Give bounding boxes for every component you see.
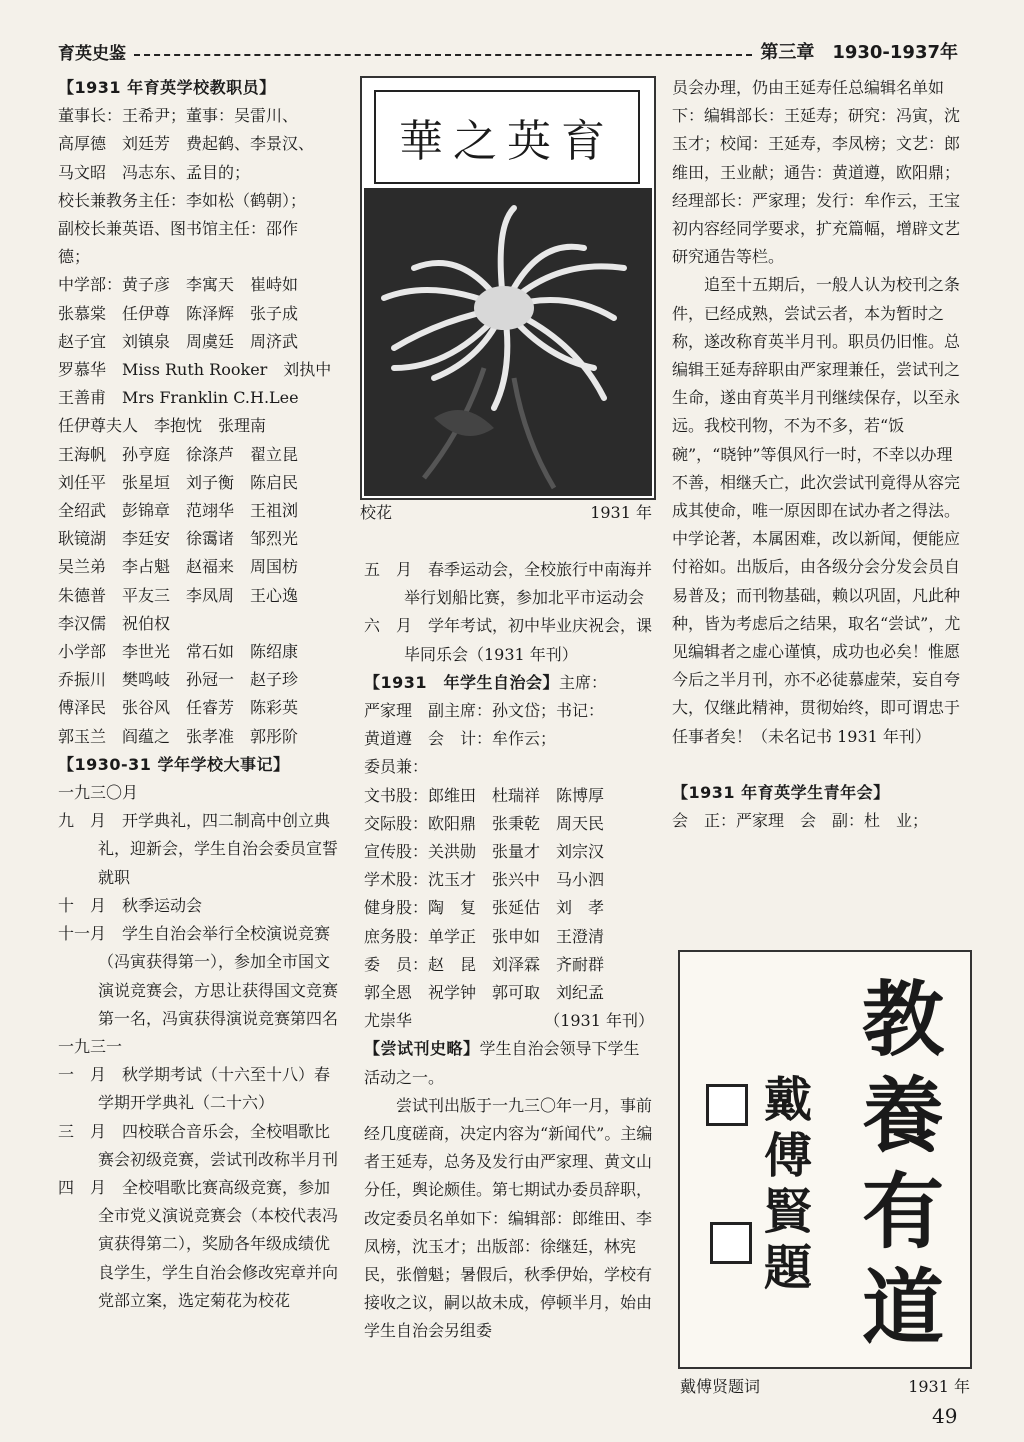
running-header xyxy=(58,38,958,64)
caption-year: 1931 年 xyxy=(908,1377,970,1396)
history-paragraph-2: 追至十五期后，一般人认为校刊之条件，已经成熟，尝试云者，本为暂时之称，遂改称育英半月刊。职员仍旧惟。总编辑王延寿辞职由严家理兼任，尝试刊之生命，遂由育英半月刊继续保存，以至永远。我校刊物，不为不多，若“饭碗”，“晓钟”等俱风行一时，不幸以办理不善，相继夭亡，此次尝试刊竟得从容完成其使命，唯一原因即在试办者之得法。中学论著，本属困难，改以新闻，便能应付裕如。出版后，由各级分会分发会员自易普及；而刊物基础，赖以巩固，凡此种种，皆为考虑后之结果，取名“尝试”，尤见编辑者之虚心谨慎，成功也必矣！惟愿今后之半月刊，亦不必徒慕虚荣，妄自夸大，仅继此精神，贯彻始终，即可谓忠于任事者矣！（未名记书 1931 年刊） xyxy=(672,275,961,746)
staff-line: 董事长：王希尹；董事：吴雷川、 xyxy=(58,106,299,126)
staff-list xyxy=(58,102,338,751)
column-middle xyxy=(364,556,654,1346)
council-line: 学术股：沈玉才 张兴中 马小泗 xyxy=(364,870,605,890)
header-rule xyxy=(134,46,752,56)
spacer xyxy=(672,751,962,779)
council-line: 委员兼： xyxy=(364,757,429,777)
event-entry: 五 月 春季运动会，全校旅行中南海并举行划船比赛，参加北平市运动会 xyxy=(364,560,653,608)
staff-line: 全绍武 彭锦章 范翊华 王祖浏 xyxy=(58,501,299,521)
sign-text: 華之英育 xyxy=(399,116,615,167)
seal-stamp-icon xyxy=(710,1222,752,1264)
chapter-title: 第三章 1930-1937年 xyxy=(760,42,958,63)
staff-line: 王善甫 Mrs Franklin C.H.Lee xyxy=(58,388,299,408)
council-line: 健身股：陶 复 张延估 刘 孝 xyxy=(364,898,605,918)
photo-sign xyxy=(374,90,640,184)
calligraphy-signature: 戴傅賢題 xyxy=(763,1072,812,1296)
event-entry: 十 月 秋季运动会 xyxy=(58,895,203,915)
event-entry: 六 月 学年考试，初中毕业庆祝会，课毕同乐会（1931 年刊） xyxy=(364,616,653,664)
school-flower-photo xyxy=(360,76,656,500)
council-line: 黄道遵 会 计：牟作云； xyxy=(364,729,557,749)
page-number: 49 xyxy=(932,1404,958,1428)
event-entry: 九 月 开学典礼，四二制高中创立典礼，迎新会，学生自治会委员宣誓就职 xyxy=(58,811,339,887)
staff-line: 赵子宜 刘镇泉 周虞廷 周济武 xyxy=(58,331,299,351)
history-paragraph-cont: 员会办理，仍由王延寿任总编辑名单如下：编辑部长：王延寿；研究：冯寅，沈玉才；校闻：王延寿，李凤榜；文艺：郎维田，王业献；通告：黄道遵，欧阳鼎；经理部长：严家理；发行：牟作云，王宝初内容经同学要求，扩充篇幅，增辟文艺研究通告等栏。 xyxy=(672,78,961,267)
staff-line: 耿镜湖 李廷安 徐霭诸 邹烈光 xyxy=(58,529,299,549)
staff-line: 李汉儒 祝伯权 xyxy=(58,613,171,633)
section-heading-events: 【1930-31 学年学校大事记】 xyxy=(58,754,290,774)
section-heading-youth: 【1931 年育英学生青年会】 xyxy=(672,782,890,802)
staff-line: 任伊尊夫人 李抱忱 张理南 xyxy=(58,416,267,436)
section-heading-council: 【1931 年学生自治会】 xyxy=(364,672,560,692)
staff-line: 德； xyxy=(58,247,91,267)
chrysanthemum-image xyxy=(364,188,652,496)
seal-stamp-icon xyxy=(706,1084,748,1126)
events-list xyxy=(58,1061,338,1315)
section-heading-history: 【尝试刊史略】 xyxy=(364,1039,480,1059)
council-last-line: 尤崇华 （1931 年刊） xyxy=(364,1011,654,1031)
photo-caption xyxy=(360,500,652,523)
council-intro: 【1931 年学生自治会】主席： xyxy=(364,672,608,692)
staff-line: 刘任平 张星垣 刘子衡 陈启民 xyxy=(58,472,299,492)
staff-line: 王海帆 孙亨庭 徐涤芦 翟立昆 xyxy=(58,444,299,464)
column-right xyxy=(672,74,962,835)
calligraphy-main: 教養有道 xyxy=(861,972,944,1356)
history-intro: 【尝试刊史略】学生自治会领导下学生活动之一。 xyxy=(364,1039,640,1087)
staff-line: 副校长兼英语、图书馆主任：邵作 xyxy=(58,219,299,239)
council-list xyxy=(364,697,654,1007)
year-label: 一九三〇月 xyxy=(58,783,139,803)
staff-line: 中学部：黄子彦 李寓天 崔峙如 xyxy=(58,275,299,295)
council-line: 文书股：郎维田 杜瑞祥 陈博厚 xyxy=(364,785,605,805)
event-entry: 十一月 学生自治会举行全校演说竞赛（冯寅获得第一），参加全市国文演说竞赛会，方思让获得国文竞赛第一名，冯寅获得演说竞赛第四名 xyxy=(58,924,339,1028)
history-paragraph: 尝试刊出版于一九三〇年一月，事前经几度磋商，决定内容为“新闻代”。主编者王延寿，总务及发行由严家理、黄文山分任，舆论颇佳。第七期试办委员辞职，改定委员名单如下：编辑部：郎维田、李凤榜，沈玉才；出版部：徐继廷，林宪民，张僧魁；暑假后，秋季伊始，学校有接收之议，嗣以故未成，停顿半月，始由学生自治会另组委 xyxy=(364,1095,653,1341)
section-heading-staff: 【1931 年育英学校教职员】 xyxy=(58,78,276,97)
council-line: 交际股：欧阳鼎 张秉乾 周天民 xyxy=(364,813,605,833)
staff-line: 小学部 李世光 常石如 陈绍康 xyxy=(58,642,299,662)
caption-text: 校花 xyxy=(360,503,393,522)
council-line: 庶务股：单学正 张申如 王澄清 xyxy=(364,926,605,946)
events-list xyxy=(58,807,338,1033)
staff-line: 吴兰弟 李占魁 赵福来 周国枋 xyxy=(58,557,299,577)
event-entry: 四 月 全校唱歌比赛高级竞赛，参加全市党义演说竞赛会（本校代表冯寅获得第二），奖励各年级成绩优良学生，学生自治会修改宪章并向党部立案，选定菊花为校花 xyxy=(58,1177,339,1310)
calligraphy-inscription xyxy=(678,950,972,1369)
calligraphy-caption xyxy=(680,1374,970,1397)
staff-line: 傅泽民 张谷风 任睿芳 陈彩英 xyxy=(58,698,299,718)
council-line: 郭全恩 祝学钟 郭可取 刘纪孟 xyxy=(364,983,605,1003)
caption-year: 1931 年 xyxy=(590,503,652,522)
book-title: 育英史鉴 xyxy=(58,43,126,64)
staff-line: 郭玉兰 阎蕴之 张孝准 郭彤阶 xyxy=(58,726,299,746)
council-line: 委 员：赵 昆 刘泽霖 齐耐群 xyxy=(364,954,605,974)
youth-officers: 会 正：严家理 会 副：杜 业； xyxy=(672,811,929,831)
staff-line: 马文昭 冯志东、孟目的； xyxy=(58,162,251,182)
column-left xyxy=(58,74,338,1315)
staff-line: 张慕棠 任伊尊 陈泽辉 张子成 xyxy=(58,303,299,323)
year-label: 一九三一 xyxy=(58,1036,123,1056)
staff-line: 罗慕华 Miss Ruth Rooker 刘执中 xyxy=(58,360,332,380)
events-list xyxy=(364,556,654,669)
council-line: 宣传股：关洪勋 张量才 刘宗汉 xyxy=(364,842,605,862)
caption-text: 戴傅贤题词 xyxy=(680,1377,761,1396)
event-entry: 三 月 四校联合音乐会，全校唱歌比赛会初级竞赛，尝试刊改称半月刊 xyxy=(58,1121,339,1169)
chrysanthemum-icon xyxy=(364,188,652,494)
staff-line: 高厚德 刘廷芳 费起鹤、李景汉、 xyxy=(58,134,315,154)
council-line: 严家理 副主席：孙文岱；书记： xyxy=(364,701,605,721)
staff-line: 乔振川 樊鸣岐 孙冠一 赵子珍 xyxy=(58,670,299,690)
staff-line: 校长兼教务主任：李如松（鹤朝）； xyxy=(58,190,307,210)
event-entry: 一 月 秋学期考试（十六至十八）春学期开学典礼（二十六） xyxy=(58,1065,331,1113)
staff-line: 朱德普 平友三 李凤周 王心逸 xyxy=(58,585,299,605)
